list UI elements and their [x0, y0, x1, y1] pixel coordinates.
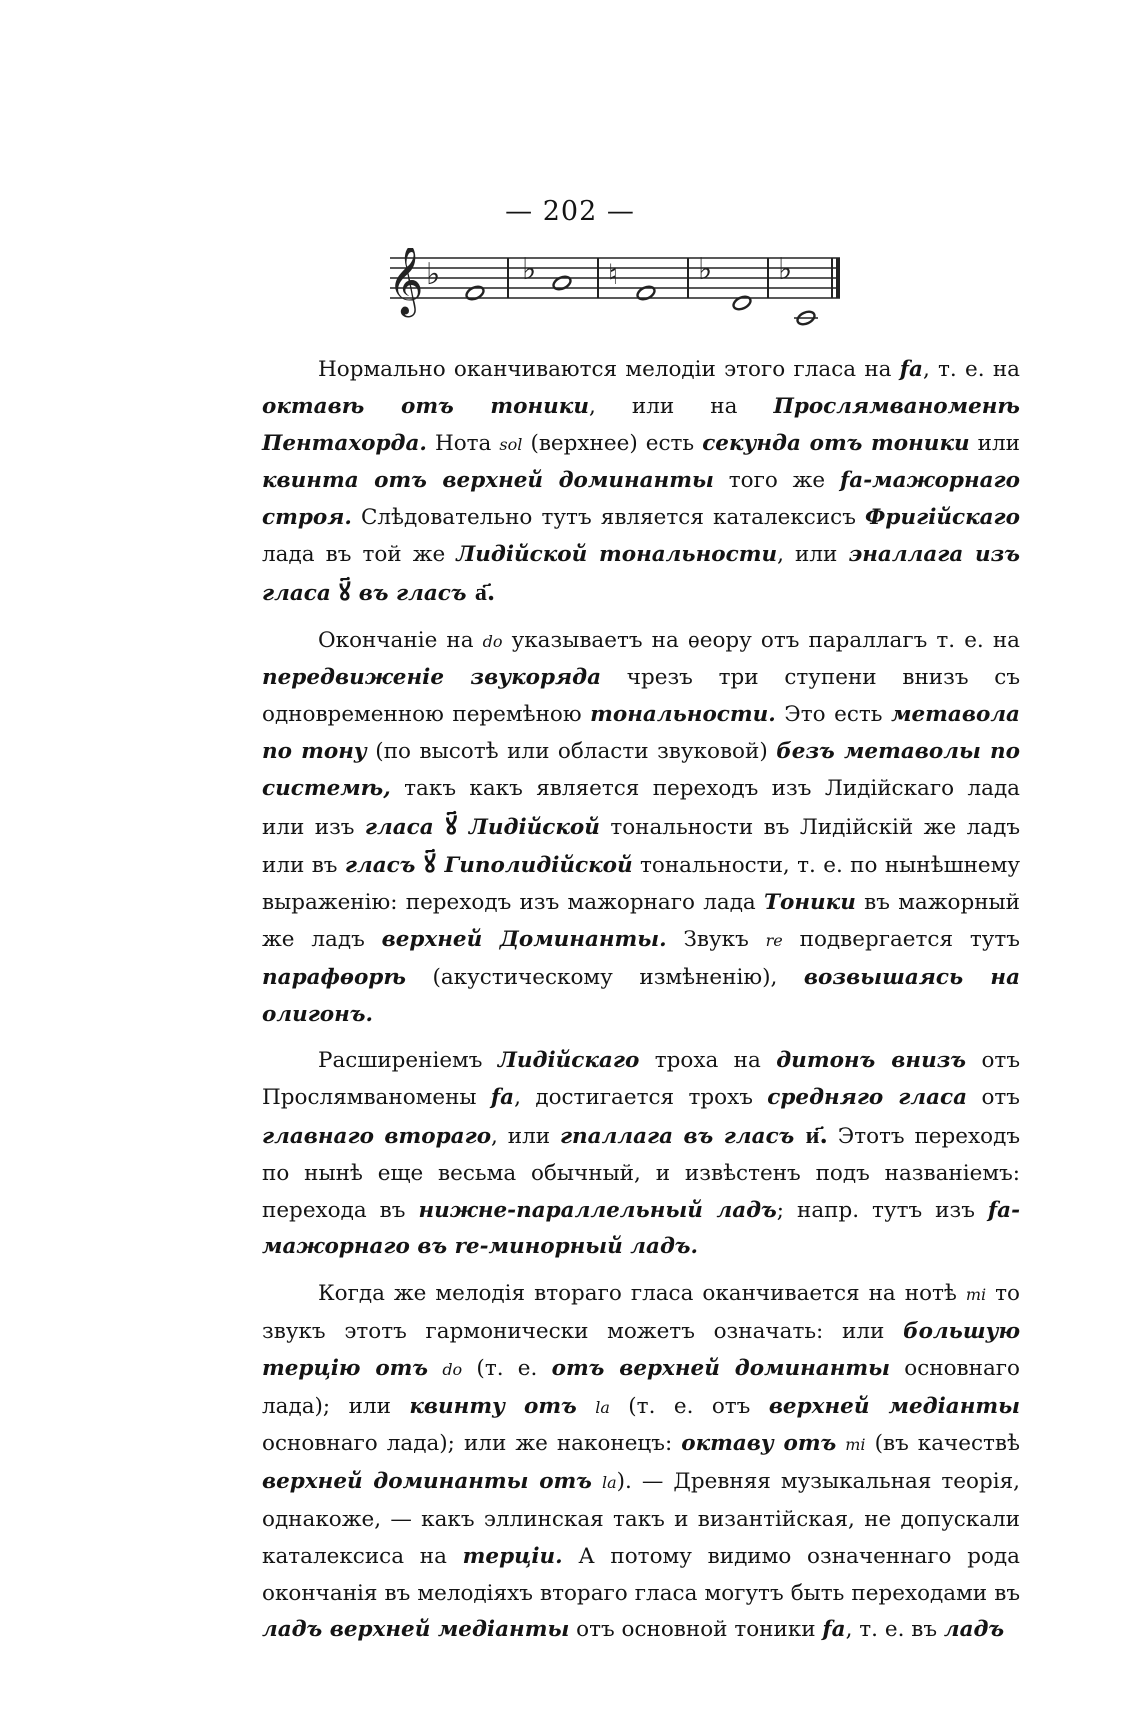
text-segment: Фригійскаго	[865, 505, 1020, 531]
text-segment: тональности, т. е. по нынѣшнему выраженію: переходъ изъ мажорнаго лада	[262, 853, 1020, 916]
text-segment: квинту отъ	[409, 1393, 577, 1419]
text-segment: средняго гласа	[767, 1085, 968, 1111]
text-segment: la	[601, 1473, 617, 1493]
note-1	[465, 284, 486, 302]
text-segment: Лидійскаго	[497, 1048, 640, 1074]
text-segment: квинта отъ верхней доминанты	[262, 468, 714, 494]
text-segment: Нота	[426, 430, 500, 456]
flat-icon: ♭	[426, 257, 441, 292]
text-segment: возвышаясь на олигонъ.	[262, 964, 1020, 1027]
treble-clef-icon: 𝄞	[390, 248, 424, 315]
text-segment: Этотъ переходъ по нынѣ еще весьма обычный, и извѣстенъ подъ названіемъ: перехода въ	[262, 1123, 1020, 1223]
body-text	[262, 352, 1020, 1649]
text-segment: , т. е. на	[922, 357, 1020, 382]
text-segment: и҃.	[794, 1119, 828, 1149]
text-segment: ). — Древняя музыкальная теорія, однакоже, — какъ эллинская такъ и византійская, не допускали каталексиса на	[262, 1469, 1021, 1569]
text-segment: октаву отъ	[681, 1431, 837, 1457]
text-segment: верхней доминанты отъ	[262, 1469, 592, 1495]
text-segment: А потому видимо означеннаго рода окончанія въ мелодіяхъ втораго гласа могутъ быть переходами въ	[262, 1543, 1020, 1606]
text-segment: эналлага изъ гласа	[262, 541, 1020, 606]
note-2	[552, 274, 573, 292]
text-segment: , или	[491, 1123, 560, 1149]
text-segment: дитонъ внизъ	[776, 1048, 967, 1074]
text-segment: Прослямваноменѣ Пентахорда.	[262, 393, 1020, 456]
flat-icon: ♭	[778, 252, 793, 287]
text-segment: fa	[490, 1085, 515, 1111]
text-segment: чрезъ три ступени внизъ съ одновременною перемѣною	[262, 665, 1020, 728]
text-segment: Слѣдовательно тутъ является каталексисъ	[351, 505, 866, 531]
text-segment: Гиполидійской	[444, 853, 633, 879]
paragraph-4	[262, 1276, 1020, 1649]
text-segment: тональности въ Лидійскій же ладъ или въ	[262, 814, 1020, 879]
text-segment: Когда же мелодія втораго гласа оканчивается на нотѣ	[318, 1281, 966, 1307]
note-4	[732, 294, 753, 312]
text-segment: октавѣ отъ тоники	[262, 393, 589, 419]
text-segment: секунда отъ тоники	[702, 430, 970, 456]
text-segment	[836, 1431, 845, 1456]
text-segment	[577, 1394, 595, 1419]
text-segment: mi	[845, 1435, 866, 1455]
text-segment: re	[765, 930, 783, 950]
text-segment: въ мажорный же ладъ	[262, 890, 1020, 952]
text-segment: fa-мажорнаго въ re-минорный ладъ.	[262, 1197, 1020, 1260]
text-segment: fa-мажорнаго строя.	[262, 468, 1020, 531]
text-segment: верхней Доминанты.	[381, 926, 667, 952]
text-segment	[592, 1469, 602, 1494]
text-segment: , т. е. въ	[845, 1617, 944, 1643]
text-segment	[428, 1356, 442, 1381]
text-segment: того же	[713, 468, 841, 494]
text-segment: Это есть	[775, 702, 892, 728]
text-segment: главнаго втораго	[262, 1123, 492, 1149]
text-segment: ; напр. тутъ изъ	[776, 1197, 988, 1223]
text-segment: то звукъ этотъ гармонически можетъ означать: или	[262, 1281, 1020, 1344]
text-segment: отъ	[967, 1085, 1020, 1111]
text-segment: Нормально оканчиваются мелодіи этого гласа на	[318, 357, 900, 382]
text-segment: троха на	[639, 1048, 777, 1074]
text-segment: верхней медіанты	[768, 1393, 1021, 1419]
text-segment: или	[969, 430, 1020, 456]
text-segment: основнаго лада); или же наконецъ:	[262, 1431, 682, 1457]
text-segment: (по высотѣ или области звуковой)	[366, 738, 777, 764]
text-segment: do	[442, 1359, 463, 1379]
text-segment: терціи.	[462, 1543, 563, 1569]
text-segment: do	[482, 631, 503, 651]
text-segment: , или	[777, 541, 849, 567]
text-segment: (верхнее) есть	[522, 430, 703, 456]
text-segment: а҃.	[466, 576, 496, 606]
text-segment: (т. е.	[462, 1355, 552, 1381]
text-segment: ладъ верхней медіанты	[262, 1617, 570, 1643]
note-3	[636, 284, 657, 302]
text-segment: подвергается тутъ	[782, 926, 1020, 952]
text-segment: Звукъ	[666, 926, 766, 952]
text-segment: ладъ	[943, 1617, 1005, 1643]
text-segment: передвиженіе звукоряда	[262, 665, 602, 691]
text-segment: , достигается трохъ	[514, 1085, 768, 1111]
text-segment: ꙋ҃	[433, 810, 469, 840]
text-segment: основнаго лада); или	[262, 1355, 1020, 1419]
text-segment: la	[595, 1397, 610, 1417]
text-segment: Лидійской тональности	[456, 541, 778, 567]
text-segment: большую терцію отъ	[262, 1318, 1020, 1381]
text-segment: Расширеніемъ	[318, 1048, 498, 1074]
text-segment: Лидійской	[468, 814, 600, 840]
text-segment: отъ основной тоники	[569, 1617, 823, 1643]
paragraph-1	[262, 352, 1020, 613]
text-segment: ꙋ҃	[330, 576, 359, 606]
text-segment: гпаллага въ гласъ	[559, 1123, 795, 1149]
text-segment: гласа	[364, 814, 434, 840]
music-staff	[390, 248, 850, 338]
text-segment: (въ качествѣ	[865, 1431, 1020, 1457]
text-segment: безъ метаволы по системѣ,	[262, 738, 1020, 801]
flat-icon: ♭	[522, 252, 537, 287]
text-segment: указываетъ на ѳеору отъ параллагъ т. е. на	[502, 627, 1020, 653]
text-segment: лада въ той же	[262, 541, 457, 567]
text-segment: (т. е. отъ	[609, 1393, 769, 1419]
text-segment: парафѳорѣ	[262, 964, 406, 990]
text-segment: отъ Прослямваномены	[262, 1048, 1020, 1111]
text-segment: fa	[822, 1617, 846, 1643]
paragraph-3	[262, 1043, 1020, 1266]
text-segment: такъ какъ является переходъ изъ Лидійскаго лада или изъ	[262, 775, 1020, 840]
text-segment: sol	[499, 434, 523, 454]
flat-icon: ♭	[698, 252, 713, 287]
music-example	[390, 248, 850, 342]
text-segment: mi	[965, 1285, 987, 1305]
text-segment: нижне-параллельный ладъ	[418, 1197, 777, 1223]
text-segment: fa	[899, 357, 923, 382]
paragraph-2	[262, 623, 1020, 1034]
text-segment: метавола по тону	[262, 702, 1020, 764]
text-segment: тональности.	[590, 702, 776, 728]
text-segment: отъ верхней доминанты	[551, 1355, 891, 1381]
natural-icon: ♮	[608, 258, 619, 291]
text-segment: въ гласъ	[358, 580, 467, 606]
text-segment: (акустическому измѣненію),	[405, 964, 804, 990]
text-segment: гласъ	[344, 853, 416, 879]
page-number: — 202 —	[505, 196, 635, 227]
text-segment: Окончаніе на	[318, 627, 483, 653]
text-segment: ꙋ҃	[415, 849, 445, 879]
text-segment: , или на	[589, 393, 774, 419]
text-segment: Тоники	[764, 890, 856, 916]
